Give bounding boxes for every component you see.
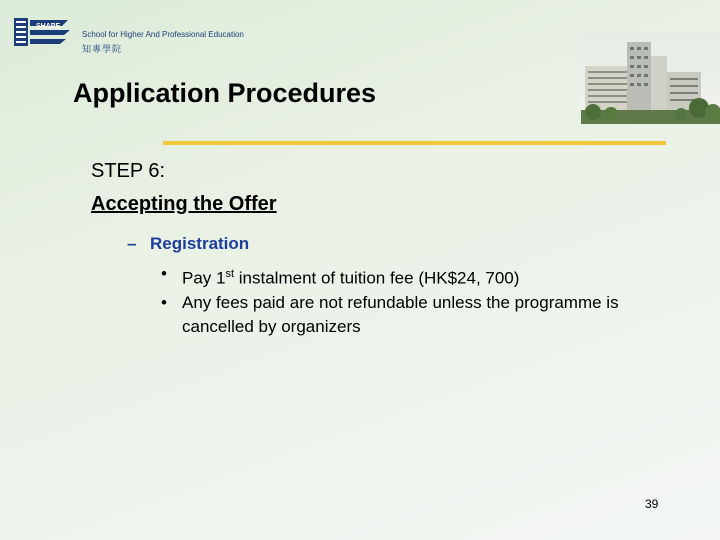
title-underline-rule: [163, 141, 666, 145]
level1-label: Registration: [150, 234, 250, 253]
step-label: STEP 6:: [91, 160, 166, 182]
slide-title: Application Procedures: [73, 78, 377, 108]
bullet-marker: •: [161, 293, 167, 312]
bullet-text-part: Pay 1: [182, 268, 226, 288]
bullet-text-tuition: [182, 262, 519, 291]
level1-item-registration: [127, 234, 249, 254]
sape-logo-mark: [12, 14, 74, 50]
ordinal-superscript: st: [225, 268, 235, 280]
page-number: 39: [645, 497, 659, 511]
bullet-marker: •: [161, 264, 167, 283]
svg-text:SHAPE: SHAPE: [36, 23, 61, 30]
school-logo: [12, 14, 242, 54]
school-name-chinese: 知專學院: [82, 44, 123, 54]
bullet-text-refund: Any fees paid are not refundable unless the programme is cancelled by organizers: [182, 293, 619, 336]
step-subheading: Accepting the Offer: [91, 193, 277, 215]
dash-marker: –: [127, 234, 137, 253]
bullet-text-part: instalment of tuition fee (HK$24, 700): [234, 268, 520, 288]
campus-building-photo: [581, 32, 720, 124]
school-name: School for Higher And Professional Education: [82, 30, 244, 39]
